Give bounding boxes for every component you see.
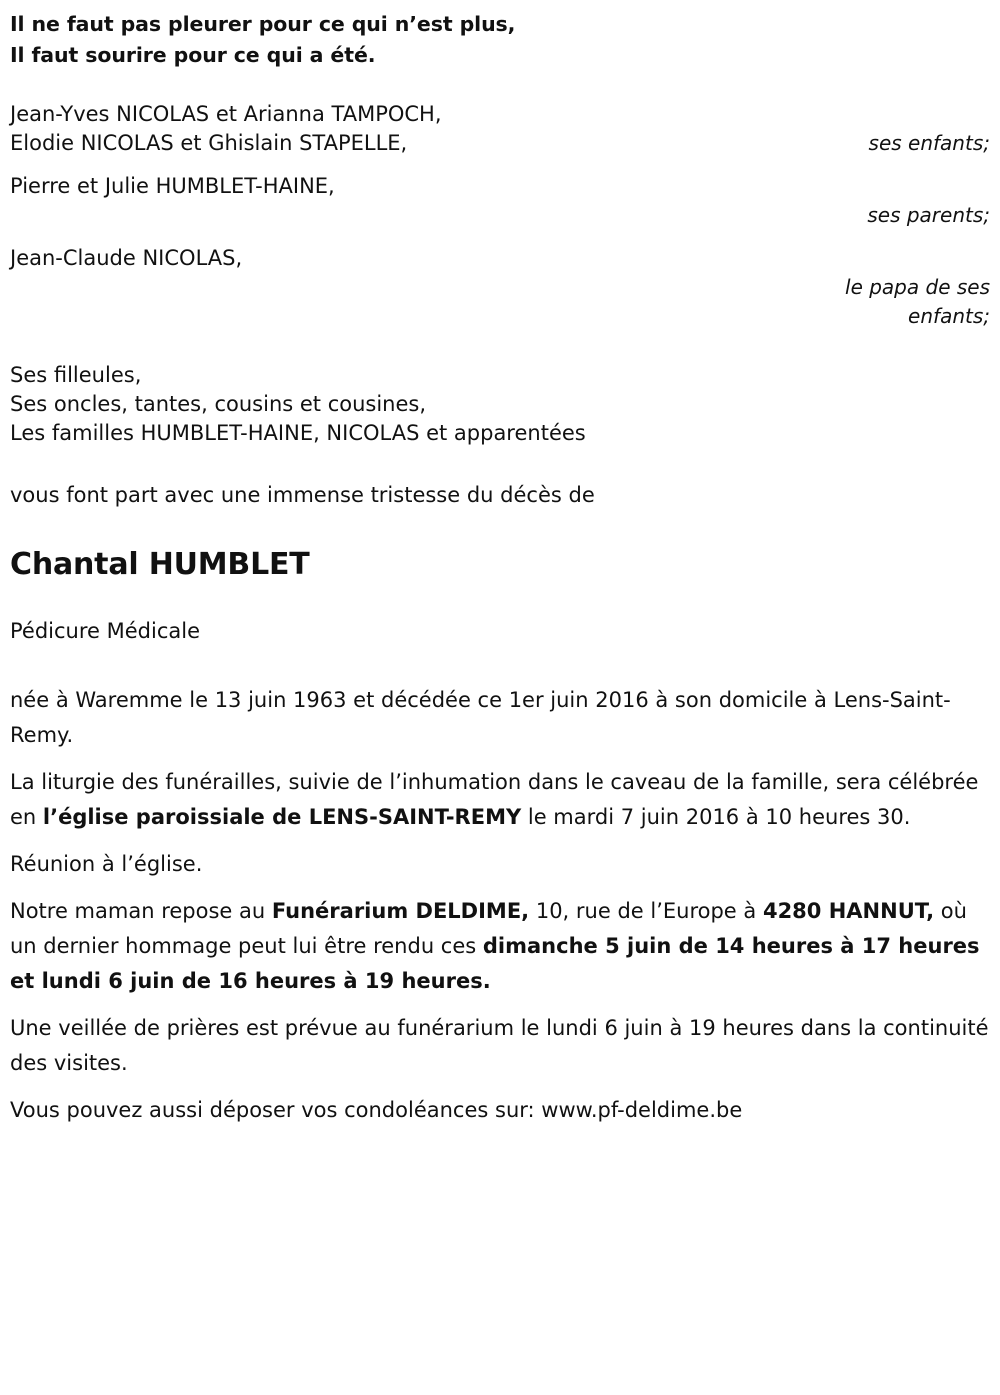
deceased-name: Chantal HUMBLET [10, 547, 310, 582]
epigraph-line-1: Il ne faut pas pleurer pour ce qui n’est plus, [10, 12, 516, 36]
epigraph-line-2: Il faut sourire pour ce qui a été. [10, 42, 376, 67]
vigil-text: Une veillée de prières est prévue au funérarium le lundi 6 juin à 19 heures dans la continuité des visites. [10, 1016, 989, 1075]
details-section [10, 683, 990, 1128]
paragraph-funerarium [10, 894, 990, 999]
announcer-name: Elodie NICOLAS et Ghislain STAPELLE, [10, 131, 408, 155]
funerarium-name-bold: Funérarium DELDIME, [271, 899, 530, 923]
funerarium-text-1: Notre maman repose au [10, 899, 272, 923]
announcer-group-children [10, 100, 990, 158]
other-relatives-list [10, 361, 990, 448]
paragraph-liturgy [10, 765, 990, 835]
funerarium-text-3: où un dernier hommage peut lui être rendu ces [10, 899, 967, 958]
relative-line: Ses oncles, tantes, cousins et cousines, [10, 392, 427, 416]
announcer-names [10, 244, 242, 273]
announcement-sentence: vous font part avec une immense tristesse du décès de [10, 483, 595, 507]
relative-line: Les familles HUMBLET-HAINE, NICOLAS et apparentées [10, 421, 586, 445]
paragraph-condolences [10, 1093, 990, 1128]
relation-label-father [845, 244, 990, 331]
deceased-profession: Pédicure Médicale [10, 619, 200, 643]
relation-line: enfants; [908, 304, 990, 328]
announcer-group-parents [10, 172, 990, 230]
paragraph-reunion [10, 847, 990, 882]
birth-death-text: née à Waremme le 13 juin 1963 et décédée ce 1er juin 2016 à son domicile à Lens-Saint-Remy. [10, 688, 951, 747]
condolences-url[interactable]: www.pf-deldime.be [541, 1098, 743, 1122]
announcer-names [10, 100, 442, 158]
announcer-name: Jean-Yves NICOLAS et Arianna TAMPOCH, [10, 102, 442, 126]
announcer-name: Pierre et Julie HUMBLET-HAINE, [10, 174, 335, 198]
epigraph [10, 14, 990, 65]
reunion-text: Réunion à l’église. [10, 852, 203, 876]
relation-line: ses parents; [867, 203, 990, 227]
liturgy-text-before: La liturgie des funérailles, suivie de l’inhumation dans le caveau de la famille, sera célébrée en [10, 770, 979, 829]
funerarium-hours-bold: dimanche 5 juin de 14 heures à 17 heures et lundi 6 juin de 16 heures à 19 heures. [10, 934, 980, 993]
announcer-group-father [10, 244, 990, 331]
announcer-name: Jean-Claude NICOLAS, [10, 246, 243, 270]
funerarium-city-bold: 4280 HANNUT, [762, 899, 935, 923]
announcer-names [10, 172, 335, 201]
paragraph-vigil [10, 1011, 990, 1081]
relation-line: le papa de ses [845, 275, 990, 299]
relation-line: ses enfants; [868, 131, 990, 155]
funerarium-text-2: 10, rue de l’Europe à [529, 899, 763, 923]
announcers-section [10, 100, 990, 331]
relation-label-children [869, 100, 990, 158]
relative-line: Ses filleules, [10, 363, 142, 387]
relation-label-parents [867, 172, 990, 230]
paragraph-birth-death [10, 683, 990, 753]
liturgy-church-bold: l’église paroissiale de LENS-SAINT-REMY [42, 805, 522, 829]
liturgy-text-after: le mardi 7 juin 2016 à 10 heures 30. [521, 805, 911, 829]
condolences-text: Vous pouvez aussi déposer vos condoléances sur: [10, 1098, 542, 1122]
